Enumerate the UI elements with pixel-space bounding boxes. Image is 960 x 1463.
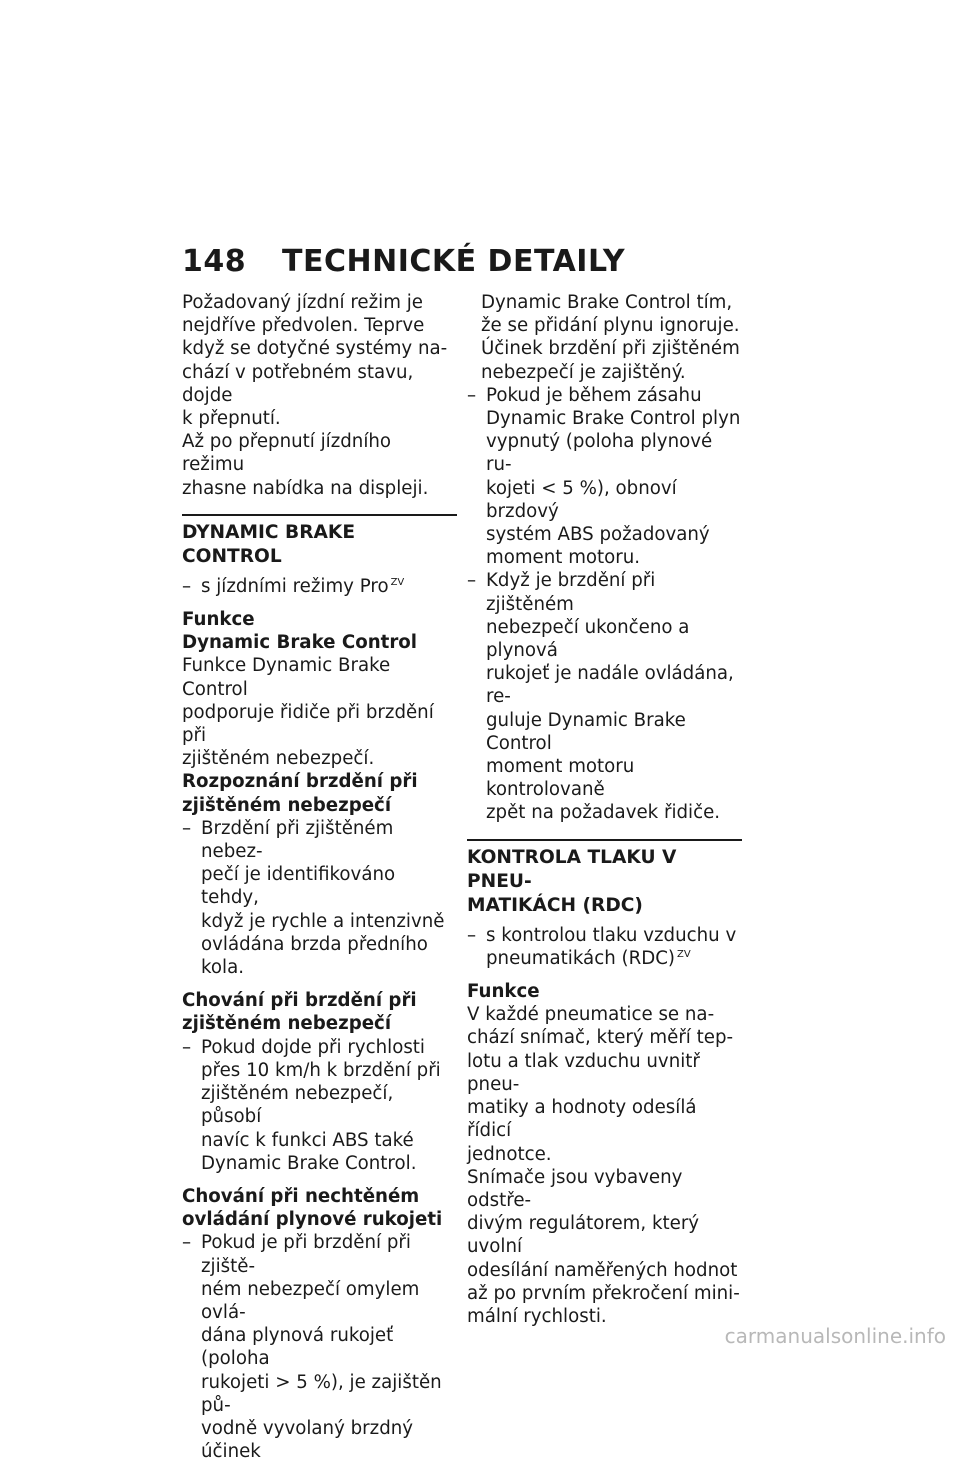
text-line: Až po přepnutí jízdního režimu <box>182 431 392 476</box>
text-line: Požadovaný jízdní režim je <box>182 292 423 313</box>
text-line: ném nebezpečí omylem ovlá- <box>201 1278 420 1323</box>
text-line: Rozpoznání brzdění při <box>182 771 418 793</box>
variant-sup: ZV <box>390 576 405 588</box>
text-line: Účinek brzdění při zjištěném <box>481 338 740 360</box>
text-line: podporuje řidiče při brzdění při <box>182 701 434 747</box>
text-line: MATIKÁCH (RDC) <box>467 894 643 916</box>
behaviour-heading <box>182 989 457 1035</box>
text-line: vypnutý (poloha plynové ru- <box>486 431 713 476</box>
text-line: zjištěném nebezpečí. <box>182 748 375 770</box>
text-line: systém ABS požadovaný <box>486 524 710 546</box>
text-line: rukojeť je nadále ovládána, re- <box>486 663 734 708</box>
text-line: divým regulátorem, který uvolní <box>467 1213 700 1258</box>
text-line: zhasne nabídka na displeji. <box>182 477 429 499</box>
text-line: když je rychle a intenzivně <box>201 910 445 932</box>
text-line: guluje Dynamic Brake Control <box>486 709 686 754</box>
function-heading <box>182 608 457 654</box>
text-line: Dynamic Brake Control tím, <box>481 292 733 313</box>
text-line: až po prvním překročení mini- <box>467 1282 740 1304</box>
variant-line-2-text: pneumatikách (RDC) <box>486 947 676 969</box>
text-line: k přepnutí. <box>182 408 281 430</box>
text-line: pečí je identifikováno tehdy, <box>201 864 396 909</box>
text-line: – Pokud je během zásahu <box>486 384 702 406</box>
variant-text: s jízdními režimy Pro <box>201 575 389 597</box>
text-line: lotu a tlak vzduchu uvnitř pneu- <box>467 1050 700 1095</box>
text-line: nebezpečí ukončeno a plynová <box>486 616 690 662</box>
text-line: – Pokud je při brzdění při zjiště- <box>201 1232 411 1277</box>
text-line: kojeti < 5 %), obnoví brzdový <box>486 477 677 522</box>
text-line: vodně vyvolaný brzdný účinek <box>201 1417 414 1463</box>
text-line: Chování při brzdění při <box>182 990 417 1012</box>
variant-line-1: – s kontrolou tlaku vzduchu v <box>486 924 737 946</box>
unintended-item <box>182 1231 457 1463</box>
recognition-heading <box>182 770 457 816</box>
text-line: moment motoru kontrolovaně <box>486 756 635 801</box>
text-line: ovládána brzda předního kola. <box>201 933 428 979</box>
text-line: jednotce. <box>467 1143 552 1165</box>
text-line: když se dotyčné systémy na- <box>182 338 448 360</box>
variant-sup: ZV <box>677 948 691 960</box>
behaviour-item <box>182 1036 457 1175</box>
text-line: zjištěném nebezpečí <box>182 794 392 816</box>
left-column <box>182 291 457 1463</box>
text-line: zjištěném nebezpečí, působí <box>201 1083 394 1128</box>
text-line: nejdříve předvolen. Teprve <box>182 315 425 337</box>
function-text <box>467 1003 742 1328</box>
text-line: Chování při nechtěném <box>182 1185 420 1207</box>
variant-note <box>467 924 742 970</box>
text-line: chází v potřebném stavu, dojde <box>182 361 414 406</box>
variant-note <box>182 575 457 598</box>
text-line: zjištěném nebezpečí <box>182 1013 392 1035</box>
function-heading: Funkce <box>467 981 540 1003</box>
list-item-throttle-off <box>467 384 742 570</box>
right-column <box>467 291 742 1328</box>
text-line: navíc k funkci ABS také <box>201 1129 414 1151</box>
text-line: Snímače jsou vybaveny odstře- <box>467 1166 683 1211</box>
page-header <box>182 244 625 279</box>
text-line: matiky a hodnoty odesílá řídicí <box>467 1097 697 1142</box>
text-line: dána plynová rukojeť (poloha <box>201 1325 394 1370</box>
text-line: – Pokud dojde při rychlosti <box>201 1036 425 1058</box>
page-title: TECHNICKÉ DETAILY <box>282 244 626 279</box>
text-line: mální rychlosti. <box>467 1305 607 1327</box>
text-line: moment motoru. <box>486 547 641 569</box>
text-line: odesílání naměřených hodnot <box>467 1259 738 1281</box>
intro-paragraph <box>182 291 457 500</box>
section-title-rdc <box>467 846 742 918</box>
text-line: Dynamic Brake Control. <box>201 1152 417 1174</box>
text-line: ovládání plynové rukojeti <box>182 1209 443 1231</box>
text-line: rukojeti > 5 %), je zajištěn pů- <box>201 1371 442 1416</box>
text-line: – Brzdění při zjištěném nebez- <box>201 817 394 863</box>
text-line: Dynamic Brake Control plyn <box>486 408 741 430</box>
text-line: Dynamic Brake Control <box>182 632 418 654</box>
section-title-dbc: DYNAMIC BRAKE CONTROL <box>182 521 356 567</box>
variant-line-2 <box>486 947 742 970</box>
text-line: KONTROLA TLAKU V PNEU- <box>467 846 677 892</box>
text-line: V každé pneumatice se na- <box>467 1004 715 1026</box>
text-line: přes 10 km/h k brzdění při <box>201 1059 441 1081</box>
page-number: 148 <box>182 244 247 279</box>
text-line: že se přidání plynu ignoruje. <box>481 315 740 337</box>
text-line: nebezpečí je zajištěný. <box>481 361 686 383</box>
watermark: carmanualsonline.info <box>724 1324 946 1348</box>
text-line: Funkce <box>182 609 255 631</box>
text-line: – Když je brzdění při zjištěném <box>486 570 656 615</box>
text-line: Funkce Dynamic Brake Control <box>182 655 391 700</box>
continuation-text <box>467 291 742 384</box>
unintended-heading <box>182 1185 457 1231</box>
function-text <box>182 654 457 770</box>
list-item-throttle-on <box>467 569 742 824</box>
recognition-item <box>182 817 457 979</box>
text-line: chází snímač, který měří tep- <box>467 1027 734 1049</box>
text-line: zpět na požadavek řidiče. <box>486 802 721 824</box>
